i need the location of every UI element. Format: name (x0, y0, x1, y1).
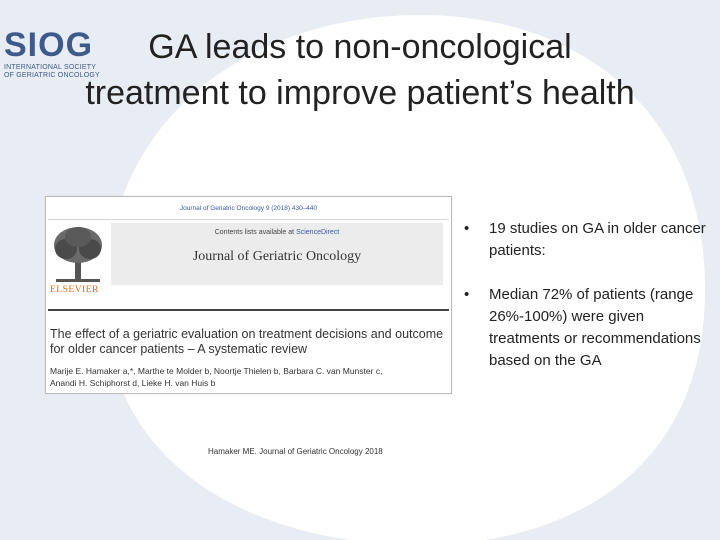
bullet-item (462, 218, 707, 262)
logo-subtitle-line1: INTERNATIONAL SOCIETY (4, 64, 97, 71)
bullet-text: Median 72% of patients (range 26%-100%) were given treatments or recommendations based on the GA (489, 286, 701, 369)
bullet-list (462, 218, 707, 394)
article-screenshot (45, 196, 452, 394)
header-divider (48, 219, 449, 220)
journal-masthead (111, 223, 443, 285)
bullet-item (462, 284, 707, 372)
citation-caption: Hamaker ME. Journal of Geriatric Oncology 2018 (208, 447, 383, 456)
elsevier-tree-icon (50, 223, 106, 283)
authors-line1: Marije E. Hamaker a,*, Marthe te Molder b, Noortje Thielen b, Barbara C. van Munster c, (50, 366, 383, 376)
journal-reference: Journal of Geriatric Oncology 9 (2018) 430–440 (179, 205, 318, 212)
bullet-text: 19 studies on GA in older cancer patients: (489, 220, 706, 259)
slide-title-line2: treatment to improve patient’s health (85, 74, 635, 112)
contents-line (111, 229, 443, 236)
slide-title-line1: GA leads to non-oncological (148, 28, 572, 66)
article-authors (50, 365, 448, 389)
contents-prefix: Contents lists available at (214, 229, 297, 236)
authors-line2: Anandi H. Schiphorst d, Lieke H. van Huis b (50, 378, 216, 388)
bullet-marker: • (464, 220, 470, 237)
slide-title (30, 24, 690, 116)
bullet-marker: • (464, 286, 470, 303)
journal-name: Journal of Geriatric Oncology (192, 249, 362, 264)
publisher-name: ELSEVIER (50, 285, 99, 295)
sciencedirect-link: ScienceDirect (296, 229, 340, 236)
article-title: The effect of a geriatric evaluation on treatment decisions and outcome for older cancer patients – A systematic review (50, 327, 444, 356)
logo-subtitle-line2: OF GERIATRIC ONCOLOGY (4, 72, 100, 79)
logo-mark: SIOG (4, 26, 94, 64)
masthead-divider (48, 309, 449, 311)
